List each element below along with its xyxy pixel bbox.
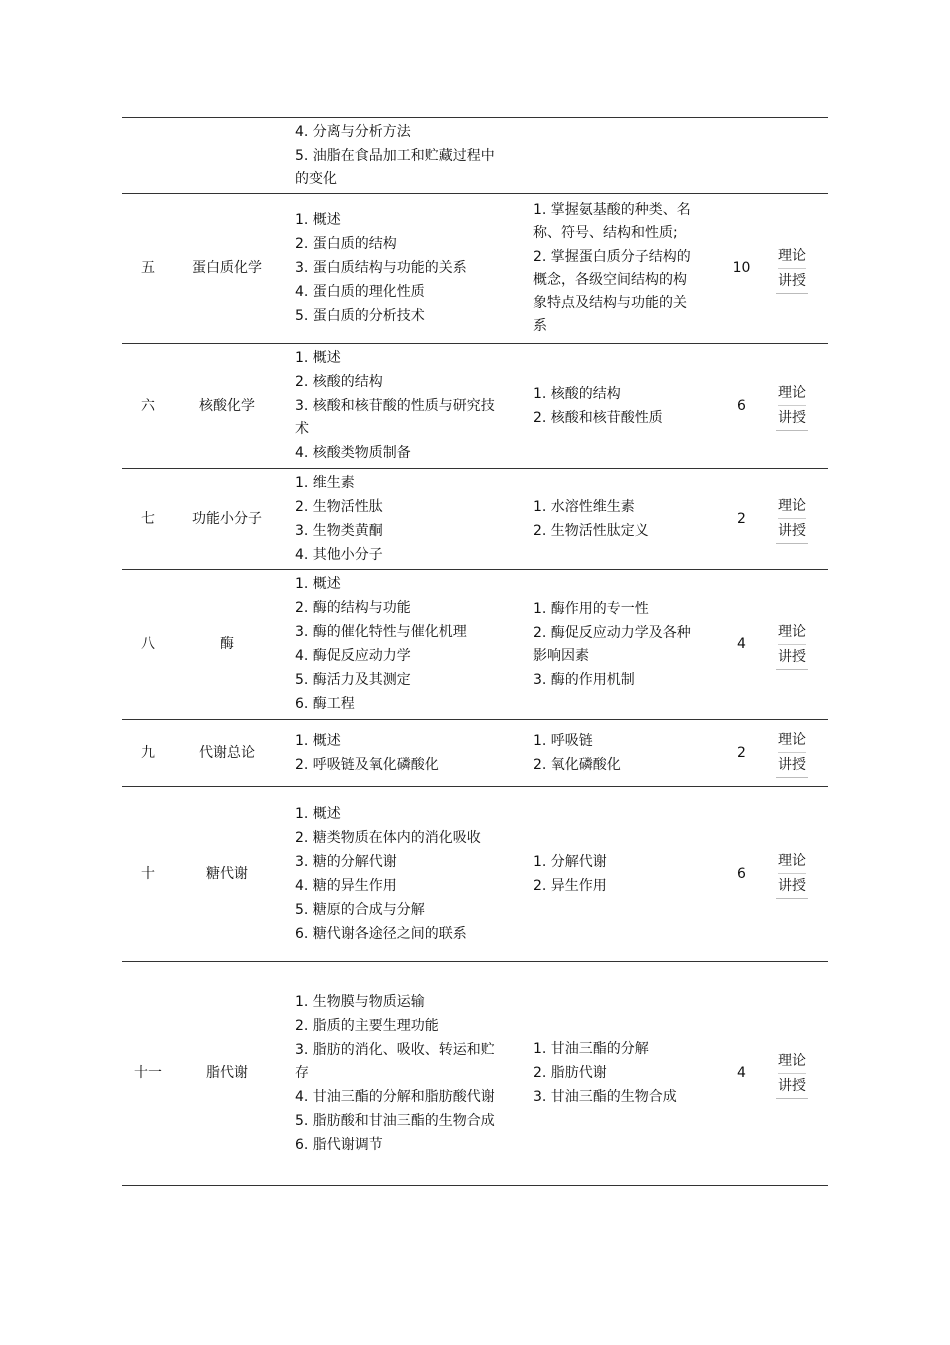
key-points-list: [533, 383, 699, 430]
content-item: 4. 其他小分子: [295, 546, 383, 563]
content-list: [295, 472, 508, 567]
class-hours: 6: [707, 344, 776, 469]
key-points-list: [533, 496, 699, 543]
key-points: [520, 962, 707, 1186]
content-list: [295, 209, 508, 328]
class-hours: 4: [707, 570, 776, 720]
content-item: 6. 酶工程: [295, 696, 355, 712]
content-item: 3. 脂肪的消化、吸收、转运和贮存: [295, 1041, 495, 1081]
content-item: 2. 脂质的主要生理功能: [295, 1017, 439, 1034]
content-item: 2. 蛋白质的结构: [295, 236, 397, 252]
teaching-method-box: [776, 849, 808, 899]
table-row: [122, 118, 828, 194]
chapter-content: [280, 344, 520, 469]
content-list: [295, 573, 508, 716]
chapter-number: 十一: [122, 962, 174, 1186]
key-point-item: 2. 异生作用: [533, 877, 607, 894]
content-list: [295, 803, 508, 946]
content-item: 3. 糖的分解代谢: [295, 853, 397, 870]
teaching-method: [776, 787, 828, 962]
chapter-title: 蛋白质化学: [174, 194, 280, 344]
content-item: 5. 油脂在食品加工和贮藏过程中的变化: [295, 147, 495, 187]
chapter-title: 代谢总论: [174, 720, 280, 787]
chapter-number: [122, 118, 174, 194]
content-item: 3. 生物类黄酮: [295, 522, 383, 539]
chapter-title: [174, 118, 280, 194]
content-item: 2. 呼吸链及氧化磷酸化: [295, 756, 439, 773]
teaching-method-box: [776, 494, 808, 544]
key-point-item: 1. 酶作用的专一性: [533, 600, 649, 617]
teaching-method-text: 讲授: [778, 757, 806, 773]
content-item: 6. 糖代谢各途径之间的联系: [295, 925, 467, 942]
key-points-list: [533, 1038, 699, 1109]
teaching-method-text: 理论: [778, 244, 806, 269]
teaching-method-text: 讲授: [778, 272, 806, 289]
content-item: 3. 核酸和核苷酸的性质与研究技术: [295, 398, 495, 437]
content-item: 3. 蛋白质结构与功能的关系: [295, 260, 467, 276]
content-item: 4. 糖的异生作用: [295, 877, 397, 894]
table-row: [122, 469, 828, 570]
chapter-number: 五: [122, 194, 174, 344]
teaching-method-text: 理论: [778, 1049, 806, 1074]
content-list: [295, 121, 508, 191]
chapter-number: 七: [122, 469, 174, 570]
chapter-number: 九: [122, 720, 174, 787]
chapter-number: 八: [122, 570, 174, 720]
teaching-method: [776, 962, 828, 1186]
content-item: 4. 酶促反应动力学: [295, 648, 411, 664]
key-point-item: 1. 分解代谢: [533, 853, 607, 870]
teaching-method-text: 理论: [778, 849, 806, 874]
content-list: [295, 730, 508, 777]
key-points-list: [533, 199, 699, 338]
teaching-method-text: 讲授: [778, 523, 806, 539]
teaching-method-text: 讲授: [778, 410, 806, 426]
chapter-number: 十: [122, 787, 174, 962]
content-item: 4. 甘油三酯的分解和脂肪酸代谢: [295, 1088, 495, 1105]
table-row: [122, 787, 828, 962]
chapter-content: [280, 570, 520, 720]
chapter-content: [280, 787, 520, 962]
table-row: [122, 570, 828, 720]
teaching-method-box: [776, 620, 808, 670]
class-hours: 6: [707, 787, 776, 962]
chapter-content: [280, 720, 520, 787]
key-points: [520, 118, 707, 194]
table-row: [122, 194, 828, 344]
teaching-method-box: [776, 1049, 808, 1099]
teaching-method: [776, 720, 828, 787]
teaching-method-text: 讲授: [778, 878, 806, 894]
teaching-method: [776, 570, 828, 720]
content-item: 1. 概述: [295, 576, 341, 592]
teaching-method-text: 理论: [778, 728, 806, 753]
key-point-item: 3. 甘油三酯的生物合成: [533, 1089, 677, 1105]
content-item: 1. 概述: [295, 805, 341, 822]
teaching-method: [776, 194, 828, 344]
chapter-title: 核酸化学: [174, 344, 280, 469]
key-points: [520, 469, 707, 570]
key-point-item: 1. 甘油三酯的分解: [533, 1041, 649, 1057]
chapter-content: [280, 469, 520, 570]
key-points-list: [533, 851, 699, 898]
syllabus-table-body: [122, 118, 828, 1186]
key-points: [520, 344, 707, 469]
content-item: 1. 概述: [295, 350, 341, 366]
chapter-title: 酶: [174, 570, 280, 720]
content-list: [295, 347, 508, 465]
teaching-method-box: [776, 728, 808, 778]
content-item: 2. 核酸的结构: [295, 374, 383, 390]
content-item: 1. 维生素: [295, 474, 355, 491]
content-list: [295, 991, 508, 1157]
key-points: [520, 787, 707, 962]
content-item: 4. 核酸类物质制备: [295, 445, 411, 461]
content-item: 4. 蛋白质的理化性质: [295, 284, 425, 300]
teaching-method-text: 理论: [778, 381, 806, 406]
class-hours: 2: [707, 720, 776, 787]
content-item: 6. 脂代谢调节: [295, 1136, 383, 1153]
teaching-method-text: 理论: [778, 620, 806, 645]
key-points: [520, 570, 707, 720]
teaching-method: [776, 344, 828, 469]
key-point-item: 2. 氧化磷酸化: [533, 756, 621, 773]
class-hours: 4: [707, 962, 776, 1186]
teaching-method-text: 讲授: [778, 648, 806, 665]
key-point-item: 2. 脂肪代谢: [533, 1065, 607, 1081]
chapter-title: 功能小分子: [174, 469, 280, 570]
content-item: 4. 分离与分析方法: [295, 123, 411, 140]
key-point-item: 2. 酶促反应动力学及各种影响因素: [533, 624, 691, 664]
chapter-title: 糖代谢: [174, 787, 280, 962]
content-item: 2. 酶的结构与功能: [295, 600, 411, 616]
content-item: 1. 生物膜与物质运输: [295, 993, 425, 1010]
teaching-method: [776, 469, 828, 570]
table-row: [122, 962, 828, 1186]
key-point-item: 1. 核酸的结构: [533, 385, 621, 402]
key-point-item: 1. 掌握氨基酸的种类、名称、符号、结构和性质;: [533, 202, 691, 241]
syllabus-table: [122, 117, 828, 1186]
key-points: [520, 194, 707, 344]
chapter-content: [280, 962, 520, 1186]
key-point-item: 2. 掌握蛋白质分子结构的概念，各级空间结构的构象特点及结构与功能的关系: [533, 249, 691, 334]
chapter-title: 脂代谢: [174, 962, 280, 1186]
key-points-list: [533, 730, 699, 777]
content-item: 5. 蛋白质的分析技术: [295, 308, 425, 324]
teaching-method: [776, 118, 828, 194]
key-point-item: 1. 水溶性维生素: [533, 498, 635, 515]
table-row: [122, 344, 828, 469]
class-hours: [707, 118, 776, 194]
class-hours: 10: [707, 194, 776, 344]
teaching-method-text: 讲授: [778, 1077, 806, 1094]
teaching-method-box: [776, 244, 808, 294]
table-row: [122, 720, 828, 787]
key-points: [520, 720, 707, 787]
key-point-item: 1. 呼吸链: [533, 732, 593, 749]
class-hours: 2: [707, 469, 776, 570]
content-item: 5. 脂肪酸和甘油三酯的生物合成: [295, 1112, 495, 1129]
chapter-content: [280, 118, 520, 194]
key-points-list: [533, 598, 699, 692]
key-point-item: 2. 生物活性肽定义: [533, 522, 649, 539]
chapter-content: [280, 194, 520, 344]
teaching-method-box: [776, 381, 808, 431]
key-point-item: 2. 核酸和核苷酸性质: [533, 409, 663, 426]
content-item: 1. 概述: [295, 732, 341, 749]
content-item: 5. 酶活力及其测定: [295, 672, 411, 688]
content-item: 1. 概述: [295, 212, 341, 228]
content-item: 3. 酶的催化特性与催化机理: [295, 624, 467, 640]
key-point-item: 3. 酶的作用机制: [533, 671, 635, 688]
content-item: 2. 生物活性肽: [295, 498, 383, 515]
chapter-number: 六: [122, 344, 174, 469]
content-item: 5. 糖原的合成与分解: [295, 901, 425, 918]
teaching-method-text: 理论: [778, 494, 806, 519]
content-item: 2. 糖类物质在体内的消化吸收: [295, 829, 481, 846]
